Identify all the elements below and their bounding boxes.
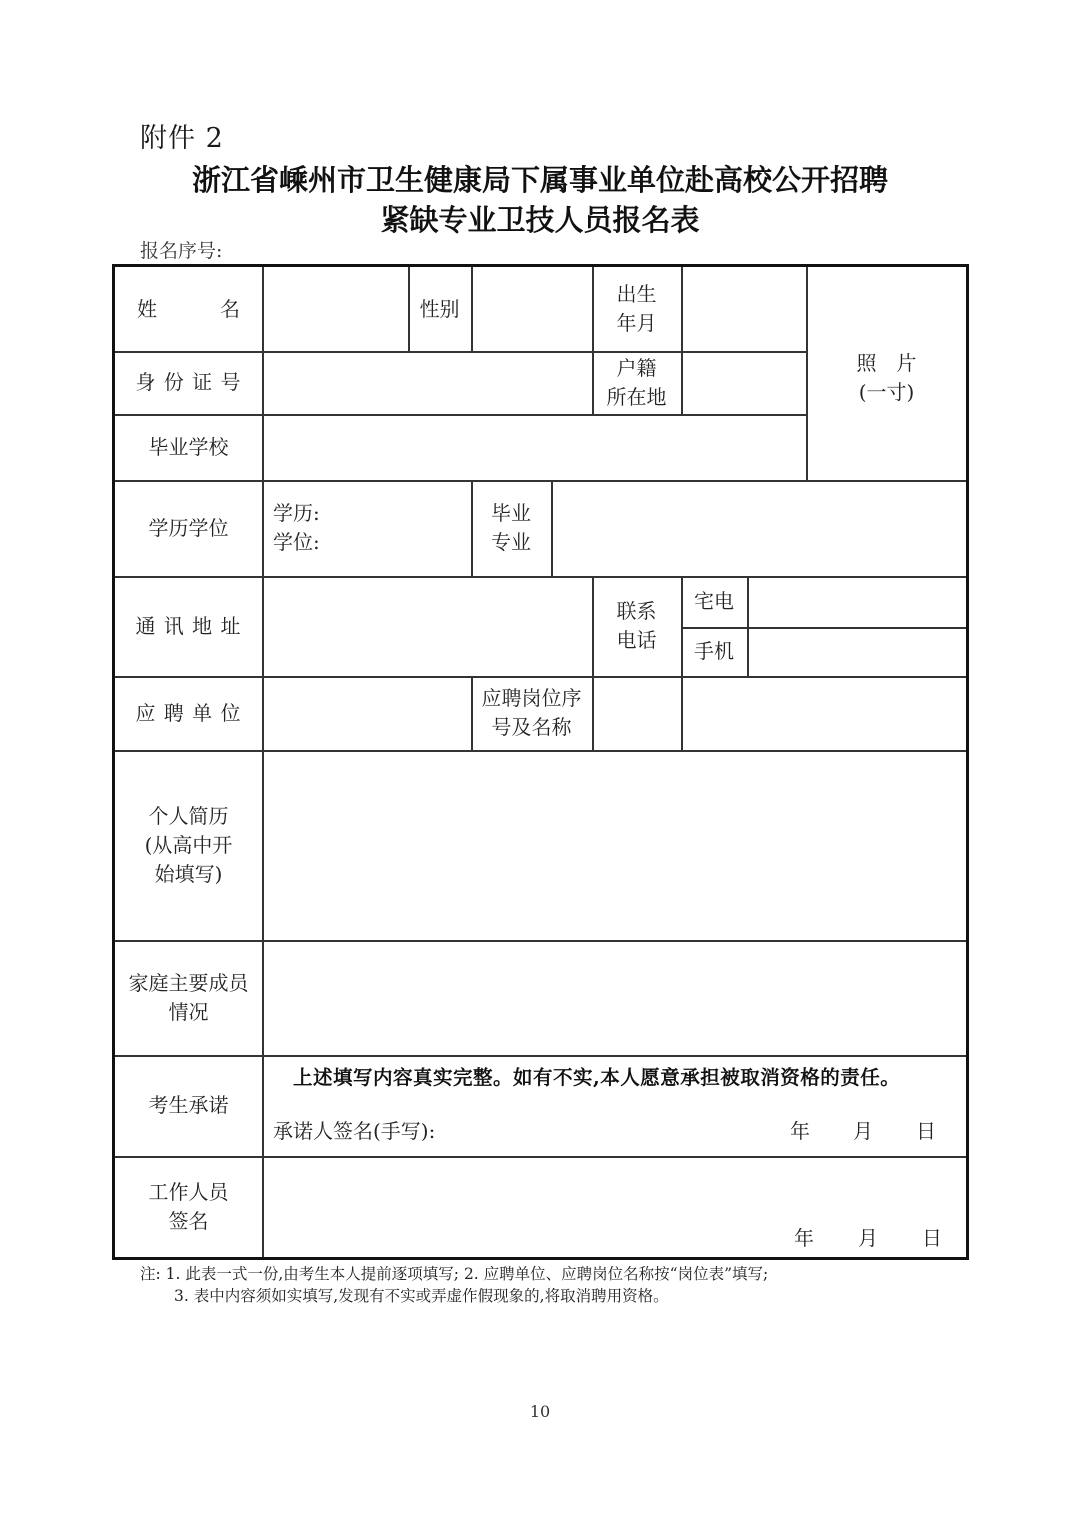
staff-date-year: 年	[794, 1225, 814, 1250]
mobile-field[interactable]	[748, 627, 966, 676]
pledge-date-year: 年	[790, 1118, 810, 1143]
education-degree-field[interactable]: 学历: 学位:	[273, 501, 320, 554]
staff-signature-field[interactable]	[263, 1156, 966, 1216]
birth-label: 出生 年月	[616, 282, 657, 335]
family-label: 家庭主要成员 情况	[128, 970, 249, 1024]
pledge-date-month: 月	[853, 1118, 873, 1143]
staff-date-day: 日	[922, 1225, 942, 1250]
household-label: 户籍 所在地	[606, 355, 667, 409]
school-field[interactable]	[263, 414, 806, 480]
position-name-field[interactable]	[682, 676, 966, 750]
position-number-field[interactable]	[593, 676, 681, 750]
form-title-line2: 紧缺专业卫技人员报名表	[380, 203, 700, 237]
school-label: 毕业学校	[148, 434, 229, 459]
unit-label: 应 聘 单 位	[135, 700, 242, 725]
signature-field[interactable]	[595, 1113, 775, 1149]
mobile-label: 手机	[694, 639, 734, 663]
major-label: 毕业 专业	[491, 501, 531, 554]
attachment-label: 附件 2	[140, 123, 224, 154]
birth-field[interactable]	[682, 267, 806, 351]
pledge-text: 上述填写内容真实完整。如有不实,本人愿意承担被取消资格的责任。	[293, 1065, 901, 1089]
note-line-1: 注: 1. 此表一式一份,由考生本人提前逐项填写; 2. 应聘单位、应聘岗位名称按“岗位表”填写;	[140, 1265, 769, 1283]
photo-area: 照 片 (一寸)	[856, 351, 917, 404]
id-number-field[interactable]	[263, 351, 592, 414]
unit-field[interactable]	[263, 676, 471, 750]
staff-signature-label: 工作人员 签名	[148, 1179, 229, 1233]
signature-label: 承诺人签名(手写):	[273, 1118, 436, 1143]
gender-field[interactable]	[472, 267, 592, 351]
household-field[interactable]	[682, 351, 806, 414]
home-phone-label: 宅电	[694, 589, 734, 613]
address-label: 通 讯 地 址	[135, 613, 242, 638]
name-field[interactable]	[263, 267, 408, 351]
home-phone-field[interactable]	[748, 576, 966, 627]
resume-label: 个人简历 (从高中开 始填写)	[144, 803, 233, 886]
position-label: 应聘岗位序 号及名称	[481, 686, 582, 739]
resume-field[interactable]	[263, 750, 966, 940]
registration-form-table	[112, 264, 969, 1260]
pledge-date-day: 日	[916, 1118, 936, 1143]
note-line-2: 3. 表中内容须如实填写,发现有不实或弄虚作假现象的,将取消聘用资格。	[174, 1287, 669, 1305]
form-title-line1: 浙江省嵊州市卫生健康局下属事业单位赴高校公开招聘	[191, 163, 888, 197]
address-field[interactable]	[263, 576, 592, 676]
major-field[interactable]	[552, 480, 966, 576]
pledge-label: 考生承诺	[148, 1093, 229, 1117]
gender-label: 性别	[419, 296, 460, 321]
degree-label: 学历学位	[148, 515, 229, 540]
phone-label: 联系 电话	[616, 599, 657, 652]
serial-number-label: 报名序号:	[140, 240, 223, 262]
id-number-label: 身 份 证 号	[135, 370, 242, 394]
page-number: 10	[529, 1402, 551, 1421]
family-field[interactable]	[263, 940, 966, 1055]
form-notes	[140, 1263, 768, 1307]
name-label: 姓 名	[137, 296, 240, 321]
staff-date-month: 月	[858, 1225, 878, 1250]
